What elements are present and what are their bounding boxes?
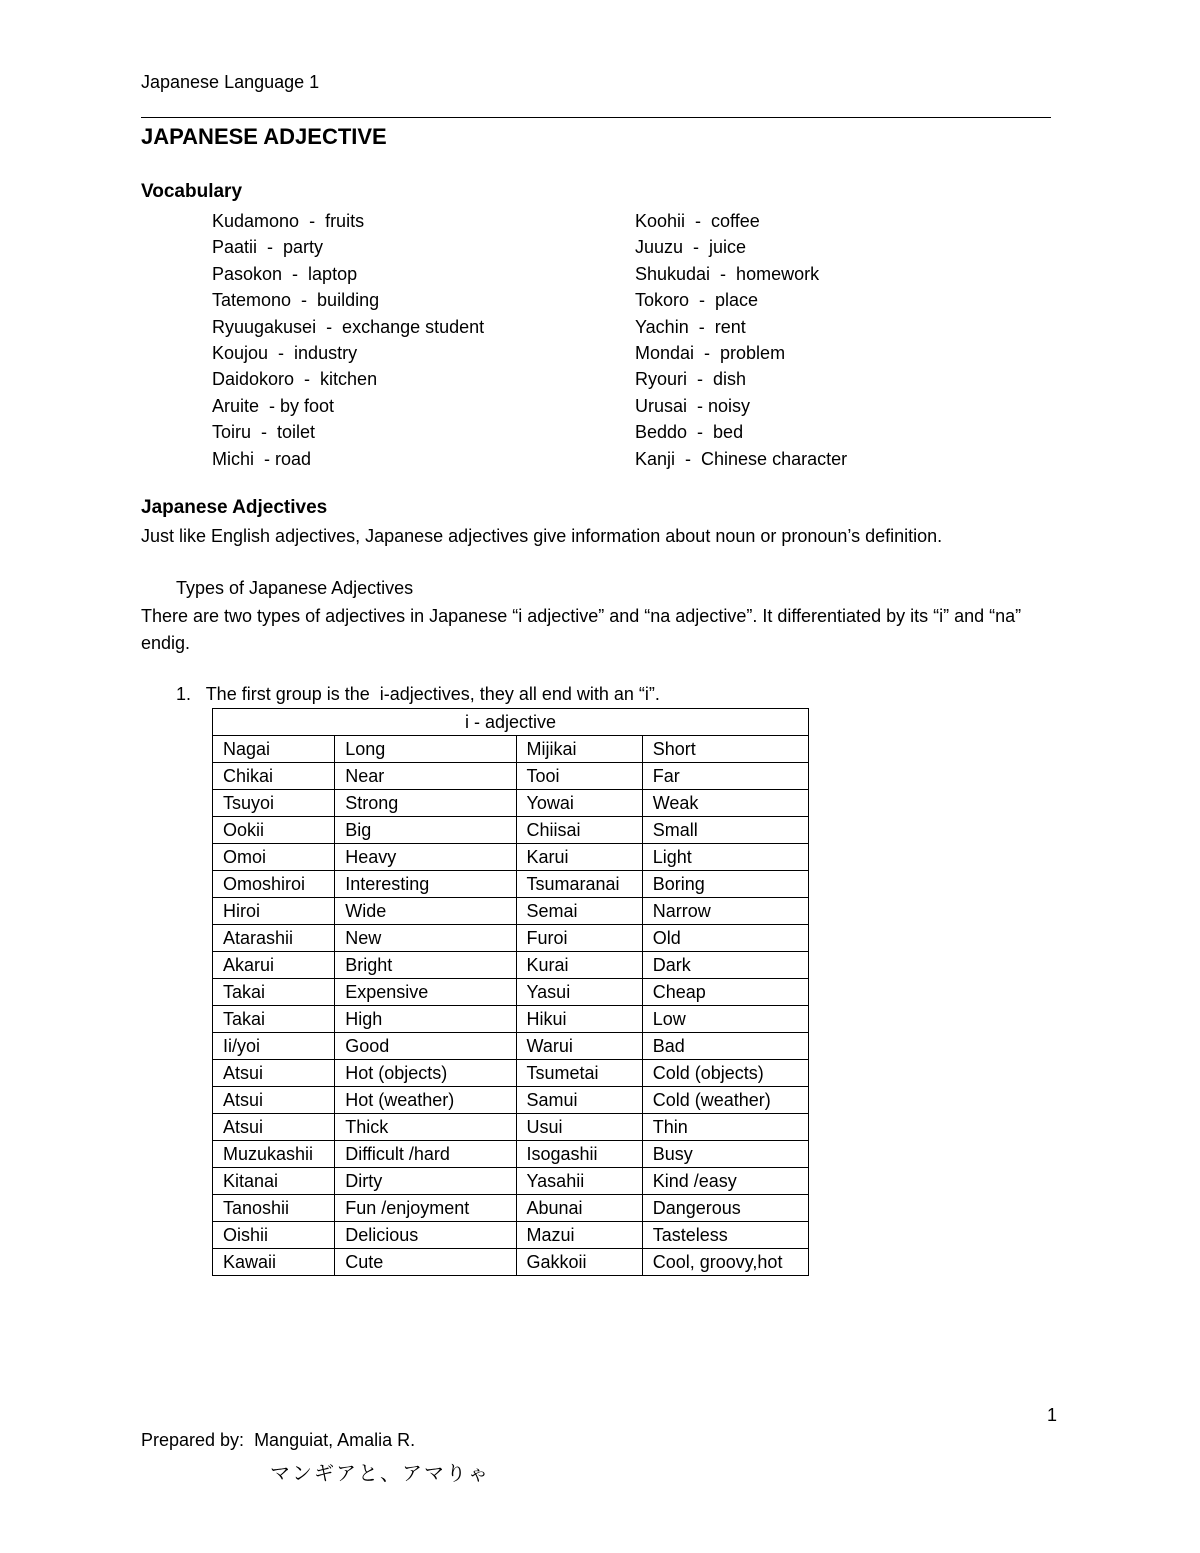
course-header: Japanese Language 1 <box>141 72 320 92</box>
table-cell: Busy <box>642 1141 808 1168</box>
table-cell: Strong <box>335 790 516 817</box>
table-cell: Tanoshii <box>213 1195 335 1222</box>
table-cell: Hot (objects) <box>335 1060 516 1087</box>
table-cell: Light <box>642 844 808 871</box>
table-cell: Bad <box>642 1033 808 1060</box>
vocab-right-column <box>635 209 847 473</box>
types-paragraph: There are two types of adjectives in Japanese “i adjective” and “na adjective”. It differentiated by its “i” and “na” endig. <box>141 606 1022 653</box>
vocab-item: Yachin - rent <box>635 316 746 337</box>
table-cell: Delicious <box>335 1222 516 1249</box>
adjectives-heading: Japanese Adjectives <box>141 497 328 518</box>
table-cell: Short <box>642 736 808 763</box>
table-cell: Atsui <box>213 1114 335 1141</box>
table-cell: Oishii <box>213 1222 335 1249</box>
table-row <box>213 790 809 817</box>
table-cell: Difficult /hard <box>335 1141 516 1168</box>
table-cell: Expensive <box>335 979 516 1006</box>
table-row <box>213 898 809 925</box>
table-cell: Ookii <box>213 817 335 844</box>
list-item-1: 1. The first group is the i-adjectives, they all end with an “i”. <box>176 684 660 704</box>
table-row <box>213 1087 809 1114</box>
prepared-by: Prepared by: Manguiat, Amalia R. <box>141 1430 416 1450</box>
table-cell: Takai <box>213 1006 335 1033</box>
table-cell: Long <box>335 736 516 763</box>
table-row <box>213 1141 809 1168</box>
table-cell: Nagai <box>213 736 335 763</box>
table-cell: Abunai <box>516 1195 642 1222</box>
table-cell: Cold (weather) <box>642 1087 808 1114</box>
table-cell: Samui <box>516 1087 642 1114</box>
table-cell: Mazui <box>516 1222 642 1249</box>
table-row <box>213 1033 809 1060</box>
vocab-item: Ryouri - dish <box>635 369 747 390</box>
table-row <box>213 1168 809 1195</box>
table-cell: Cute <box>335 1249 516 1276</box>
table-cell: Atsui <box>213 1060 335 1087</box>
vocab-item: Kanji - Chinese character <box>635 448 848 469</box>
table-cell: Far <box>642 763 808 790</box>
table-row <box>213 979 809 1006</box>
table-cell: Ii/yoi <box>213 1033 335 1060</box>
table-cell: Warui <box>516 1033 642 1060</box>
table-cell: High <box>335 1006 516 1033</box>
table-cell: Old <box>642 925 808 952</box>
table-cell: Muzukashii <box>213 1141 335 1168</box>
table-cell: Omoshiroi <box>213 871 335 898</box>
table-cell: Karui <box>516 844 642 871</box>
table-cell: Kind /easy <box>642 1168 808 1195</box>
table-cell: Boring <box>642 871 808 898</box>
table-cell: Hikui <box>516 1006 642 1033</box>
table-header: i - adjective <box>213 709 809 736</box>
table-row <box>213 1006 809 1033</box>
table-cell: Fun /enjoyment <box>335 1195 516 1222</box>
table-cell: Hiroi <box>213 898 335 925</box>
table-cell: New <box>335 925 516 952</box>
table-cell: Dangerous <box>642 1195 808 1222</box>
table-cell: Tsumaranai <box>516 871 642 898</box>
table-cell: Low <box>642 1006 808 1033</box>
vocab-item: Urusai - noisy <box>635 395 751 416</box>
page-title: JAPANESE ADJECTIVE <box>141 124 387 149</box>
table-row <box>213 1195 809 1222</box>
table-cell: Big <box>335 817 516 844</box>
table-header-row <box>213 709 809 736</box>
table-cell: Isogashii <box>516 1141 642 1168</box>
table-cell: Usui <box>516 1114 642 1141</box>
table-cell: Thick <box>335 1114 516 1141</box>
table-cell: Cool, groovy,hot <box>642 1249 808 1276</box>
table-cell: Good <box>335 1033 516 1060</box>
table-cell: Heavy <box>335 844 516 871</box>
header-rule <box>141 117 1051 118</box>
table-cell: Kitanai <box>213 1168 335 1195</box>
table-cell: Tsuyoi <box>213 790 335 817</box>
table-cell: Weak <box>642 790 808 817</box>
table-cell: Wide <box>335 898 516 925</box>
table-cell: Kawaii <box>213 1249 335 1276</box>
table-row <box>213 736 809 763</box>
table-row <box>213 952 809 979</box>
vocab-item: Tatemono - building <box>212 290 380 311</box>
table-cell: Furoi <box>516 925 642 952</box>
vocab-item: Shukudai - homework <box>635 263 820 284</box>
vocab-item: Koohii - coffee <box>635 211 760 231</box>
table-cell: Akarui <box>213 952 335 979</box>
table-cell: Cold (objects) <box>642 1060 808 1087</box>
vocab-left-column <box>212 209 484 473</box>
table-cell: Narrow <box>642 898 808 925</box>
table-cell: Yowai <box>516 790 642 817</box>
vocab-item: Pasokon - laptop <box>212 263 358 284</box>
table-cell: Chikai <box>213 763 335 790</box>
table-cell: Interesting <box>335 871 516 898</box>
table-row <box>213 763 809 790</box>
table-row <box>213 1060 809 1087</box>
table-cell: Kurai <box>516 952 642 979</box>
table-body <box>213 736 809 1276</box>
table-cell: Tsumetai <box>516 1060 642 1087</box>
vocab-item: Tokoro - place <box>635 290 759 311</box>
vocab-item: Michi - road <box>212 448 312 469</box>
vocab-item: Daidokoro - kitchen <box>212 369 378 390</box>
vocabulary-heading: Vocabulary <box>141 181 243 202</box>
table-cell: Gakkoii <box>516 1249 642 1276</box>
kana-name: マンギアと、アマりゃ <box>270 1461 490 1485</box>
table-cell: Thin <box>642 1114 808 1141</box>
vocab-item: Kudamono - fruits <box>212 211 365 231</box>
vocab-item: Toiru - toilet <box>212 422 316 443</box>
table-row <box>213 1114 809 1141</box>
table-cell: Atsui <box>213 1087 335 1114</box>
table-row <box>213 925 809 952</box>
table-cell: Takai <box>213 979 335 1006</box>
adjectives-intro: Just like English adjectives, Japanese adjectives give information about noun or pronoun’s definition. <box>141 526 943 546</box>
table-cell: Mijikai <box>516 736 642 763</box>
table-cell: Near <box>335 763 516 790</box>
table-cell: Bright <box>335 952 516 979</box>
vocab-item: Koujou - industry <box>212 342 358 363</box>
table-cell: Small <box>642 817 808 844</box>
table-row <box>213 871 809 898</box>
i-adjective-table <box>212 708 809 1276</box>
table-cell: Chiisai <box>516 817 642 844</box>
table-cell: Tasteless <box>642 1222 808 1249</box>
table-cell: Dirty <box>335 1168 516 1195</box>
table-row <box>213 817 809 844</box>
table-cell: Dark <box>642 952 808 979</box>
table-cell: Tooi <box>516 763 642 790</box>
table-cell: Omoi <box>213 844 335 871</box>
types-title: Types of Japanese Adjectives <box>176 578 414 598</box>
table-cell: Semai <box>516 898 642 925</box>
table-cell: Yasahii <box>516 1168 642 1195</box>
vocab-item: Paatii - party <box>212 237 324 258</box>
page-number: 1 <box>1047 1405 1058 1425</box>
table-row <box>213 1249 809 1276</box>
table-cell: Atarashii <box>213 925 335 952</box>
table-cell: Yasui <box>516 979 642 1006</box>
vocab-item: Aruite - by foot <box>212 395 335 416</box>
table-cell: Cheap <box>642 979 808 1006</box>
table-row <box>213 844 809 871</box>
vocab-item: Mondai - problem <box>635 342 786 363</box>
vocab-item: Beddo - bed <box>635 422 744 443</box>
vocab-item: Ryuugakusei - exchange student <box>212 316 485 337</box>
vocab-item: Juuzu - juice <box>635 237 747 258</box>
table-row <box>213 1222 809 1249</box>
table-cell: Hot (weather) <box>335 1087 516 1114</box>
